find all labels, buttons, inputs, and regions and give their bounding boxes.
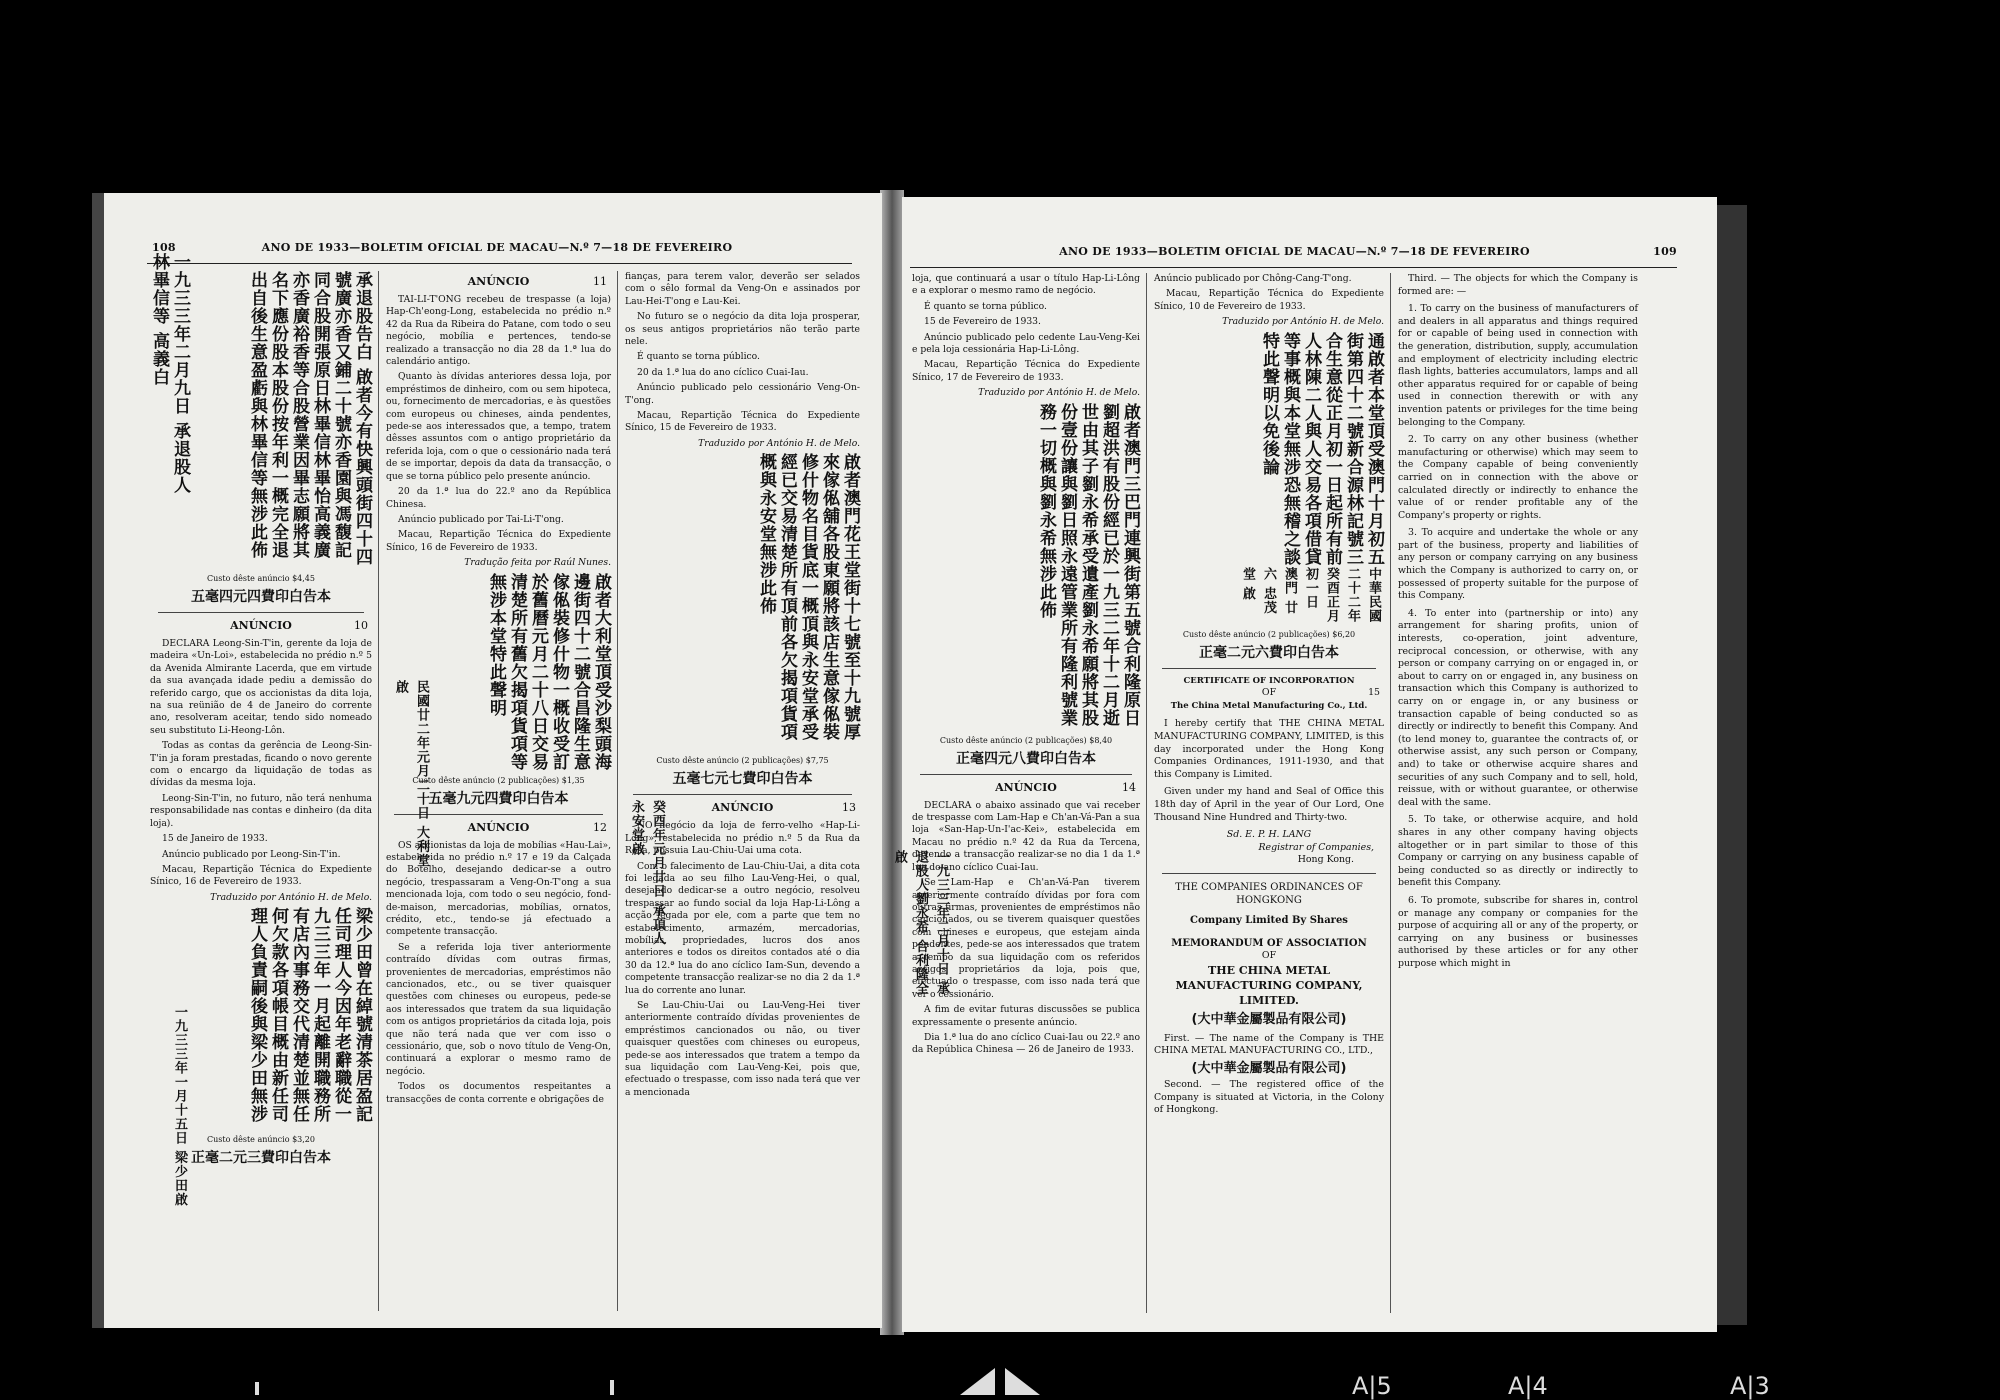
memorandum-of: OF xyxy=(1261,950,1277,962)
paragraph: Se Lam-Hap e Ch'an-Vá-Pan tiverem anteriormente contraído dívidas por fora com outras firmas, provenientes de empréstimos não cancionados, ou se tiverem quaisquer questões com chineses e europeus, que estejam ainda pendentes, pede-se aos interessados que tratem a tempo da sua liquidação com os referidos antigos proprietários da loja, pois que, efectuado o trespasse, com isso nada terá que ver o cessionário. xyxy=(912,877,1140,1000)
anuncio-title: ANÚNCIO xyxy=(467,820,530,834)
column-divider xyxy=(378,271,379,1311)
chinese-notice: 啟者澳門三巴門連興街第五號合利隆原日劉超洪有股份經已於一九三二年十二月逝世由其子劉永希承受遺產劉永希願將其股份壹份讓與劉日照永遠管業所有隆利號業務一切概與劉永希無涉此佈 xyxy=(1036,402,1140,727)
paragraph: A fim de evitar futuras discussões se publica expressamente o presente anúncio. xyxy=(912,1004,1140,1028)
film-strip-marks xyxy=(0,1340,2000,1395)
paragraph: Todas as contas da gerência de Leong-Sin-T'in ja foram prestadas, ficando o novo gerente com o encargo da liquidação de todas as dívidas da mesma loja. xyxy=(150,740,372,789)
chinese-signature-left-4: 癸酉年元月廿日 承頂人永安堂啟 xyxy=(629,800,665,946)
paragraph: 15 de Fevereiro de 1933. xyxy=(924,316,1041,328)
right-column-3 xyxy=(1398,273,1638,1318)
translator-line: Traduzido por António H. de Melo. xyxy=(210,891,372,903)
paragraph: No futuro se o negócio da dita loja prosperar, os seus antigos proprietários não terão parte nele. xyxy=(625,311,860,348)
chinese-signature-left-3: 民國廿二年元月二十日 大利堂啟 xyxy=(393,680,429,868)
chinese-notice: 通啟者本堂頂受澳門十月初五街第四十二號新合源林記號三合生意從正月初一日起所有前人林陳二人與人交易各項借貸等事概與本堂無涉恐無稽之談特此聲明以免後論 xyxy=(1259,331,1384,566)
second-clause: Second. — The registered office of the Company is situated at Victoria, in the Colony of Hongkong. xyxy=(1154,1079,1384,1116)
film-mark: A|5 xyxy=(1352,1372,1392,1400)
chinese-fee-line: 正毫二元六費印白告本 xyxy=(1199,644,1339,661)
chinese-signature-right-1: 一九三三年二月十日 承退股人劉永希 合利隆全啟 xyxy=(892,850,949,996)
notice-cost: Custo dêste anúncio $4,45 xyxy=(207,574,315,583)
translator-line: Tradução feita por Raúl Nunes. xyxy=(464,557,611,569)
paragraph: Se Lau-Chiu-Uai ou Lau-Veng-Hei tiver anteriormente contraído dívidas provenientes de empréstimos cancionados ou não, ou tiver quaisquer questões com chineses ou europeus, pede-se aos interessados que tratem a tempo da sua liquidação com Lau-Veng-Kei, pois que, efectuado o trespasse, com isso nada terá que ver a mencionada xyxy=(625,999,860,1098)
paragraph: Macau, Repartição Técnica do Expediente Sínico, 16 de Fevereiro de 1933. xyxy=(150,863,372,888)
first-clause: First. — The name of the Company is THE CHINA METAL MANUFACTURING CO., LTD., xyxy=(1154,1032,1384,1057)
chinese-notice-2: 梁少田曾在綽號清茶居盈記任司理人今因年老辭職從一九三三年一月起離開職務所有店內事務交代清楚並無任何欠款各項帳目概由新任司理人負責嗣後與梁少田無涉 xyxy=(247,907,372,1124)
paragraph: Macau, Repartição Técnica do Expediente Sínico, 16 de Fevereiro de 1933. xyxy=(386,529,611,553)
film-mark: A|3 xyxy=(1730,1372,1770,1400)
anuncio-title: ANÚNCIO xyxy=(995,780,1057,794)
paragraph: É quanto se torna público. xyxy=(924,300,1047,312)
right-column-1 xyxy=(892,273,1140,1318)
object-item: 2. To carry on any other business (whether manufacturing or otherwise) which may seem to the Company capable of being conveniently carried on in connection with the above or calculated directly or indirectly to enhance the value of or render profitable any of the Company's property or rights. xyxy=(1398,434,1638,521)
left-page-shadow xyxy=(92,193,104,1328)
translator-line: Traduzido por António H. de Melo. xyxy=(978,387,1140,399)
left-page xyxy=(92,193,882,1328)
certificate-number: 15 xyxy=(1368,687,1380,699)
paragraph: Quanto às dívidas anteriores dessa loja, por empréstimos de dinheiro, com ou sem hipoteca, ou, fornecimento de mercadorias, e às questões com europeus ou chineses, ainda pendentes, pede-se aos interessados que, a tempo, tratem dêsses assuntos com o antigo proprietário da referida loja, com o que o cessionário nada terá de se importar, depois da data da transacção, o que se torna público pelo presente anúncio. xyxy=(386,371,611,482)
ordinance-subtitle: Company Limited By Shares xyxy=(1190,915,1348,927)
ordinance-title: THE COMPANIES ORDINANCES OF HONGKONG xyxy=(1175,881,1363,906)
page-number: 109 xyxy=(1653,245,1677,258)
header-rule xyxy=(147,263,852,264)
header-rule xyxy=(910,267,1677,268)
object-item: 3. To acquire and undertake the whole or any part of the business, property and liabilities of any person or company carrying on any business which the Company is authorized to carry on, or possessed of property suitable for the purpose of this Company. xyxy=(1398,527,1638,602)
paragraph: Anúncio publicado pelo cessionário Veng-On-T'ong. xyxy=(625,382,860,406)
paragraph: É quanto se torna público. xyxy=(637,351,760,363)
separator xyxy=(633,794,852,795)
paragraph: 20 da 1.ª lua do 22.º ano da República Chinesa. xyxy=(386,486,611,510)
paragraph: Dia 1.ª lua do ano cíclico Cuai-Iau ou 22.º ano da República Chinesa — 26 de Janeiro de 1933. xyxy=(912,1031,1140,1056)
anuncio-heading xyxy=(912,781,1140,794)
paragraph: Anúncio publicado por Leong-Sin-T'in. xyxy=(162,848,341,860)
paragraph: Macau, Repartição Técnica do Expediente Sínico, 15 de Fevereiro de 1933. xyxy=(625,410,860,434)
paragraph: Se a referida loja tiver anteriormente contraído dívidas com outras firmas, provenientes de mercadorias, empréstimos não cancionados, etc., ou se tiver quaisquer questões com chineses ou europeus, pede-se aos interessados que tratem da sua liquidação com os antigos proprietários da citada loja, pois que não terá nada que ver com isso o cessionário, que, sob o novo título de Veng-On, continuará a explorar o mesmo ramo de negócio. xyxy=(386,941,611,1077)
running-header: ANO DE 1933—BOLETIM OFICIAL DE MACAU—N.º 7—18 DE FEVEREIRO xyxy=(1059,245,1530,258)
anuncio-heading xyxy=(150,619,372,632)
chinese-signature-left-1: 一九三三年二月九日 承退股人林畢信等 高義白 xyxy=(149,253,190,494)
object-item: 5. To take, or otherwise acquire, and hold shares in any other company having objects altogether or in part similar to those of this Company or carrying on any business capable of being conducted so as directly or indirectly to benefit this Company. xyxy=(1398,814,1638,889)
notice-cost: Custo dêste anúncio (2 publicações) $7,75 xyxy=(656,756,829,766)
anuncio-number: 10 xyxy=(354,619,368,632)
separator xyxy=(920,774,1132,775)
separator xyxy=(1162,668,1376,669)
object-item: 4. To enter into (partnership or into) any arrangement for sharing profits, union of interests, co-operation, joint adventure, reciprocal concession, or otherwise, with any person or company carrying on or engaged in, or about to carry on or engaged in, any business on transaction which this Company is authorized to carry on or engage in, or any business or transaction capable of being conducted so as directly or indirectly to benefit this Company. And (to lend money to, guarantee the contracts of, or otherwise assist, any such person or Company, and) to take or otherwise acquire shares and securities of any such Company and to sell, hold, reissue, with or without guarantee, or otherwise deal with the same. xyxy=(1398,607,1638,808)
anuncio-number: 11 xyxy=(593,275,607,288)
certificate-place: Hong Kong. xyxy=(1297,854,1354,866)
chinese-fee-line: 五毫七元七費印白告本 xyxy=(672,771,813,788)
separator xyxy=(158,612,364,613)
right-page xyxy=(892,197,1717,1332)
film-arrow-left xyxy=(960,1368,995,1395)
paragraph: 20 da 1.ª lua do ano cíclico Cuai-Iau. xyxy=(637,366,809,378)
paragraph: DECLARA o abaixo assinado que vai receber de trespasse com Lam-Hap e Ch'an-Vá-Pan a sua loja «San-Hap-Un-I'ac-Kei», estabelecida em Macau no prédio n.º 42 da Rua da Tercena, devendo a transacção realizar-se no dia 1 da 1.ª lua do ano cíclico Cuai-Iau. xyxy=(912,799,1140,873)
column-divider xyxy=(1146,273,1147,1313)
column-divider xyxy=(1390,273,1391,1313)
certificate-paragraph: Given under my hand and Seal of Office this 18th day of April in the year of Our Lord, One Thousand Nine Hundred and Thirty-two. xyxy=(1154,786,1384,823)
chinese-signature-left-2: 一九三三年一月十五日 梁少田啟 xyxy=(172,1005,187,1207)
paragraph: loja, que continuará a usar o título Hap-Li-Lông e a explorar o mesmo ramo de negócio. xyxy=(912,273,1140,297)
certificate-title: CERTIFICATE OF INCORPORATION xyxy=(1183,675,1355,686)
memorandum-company: THE CHINA METAL MANUFACTURING COMPANY, LIMITED. xyxy=(1175,963,1363,1007)
paragraph: Com o falecimento de Lau-Chiu-Uai, a dita cota foi legada ao seu filho Lau-Veng-Hei, o qual, desejando dedicar-se a outro negócio, resolveu trespassar ao fundo social da loja Hap-Li-Lông a acção legada por ele, com a parte que tem no estabelecimento, armazém, mercadorias, mobílias, propriedades, lucros dos anos anteriores e todos os direitos contados até o dia 30 da 12.ª lua do ano cíclico Iam-Sun, devendo a competente transacção realizar-se no dia 2 da 1.ª lua do corrente ano lunar. xyxy=(625,860,860,996)
object-item: 1. To carry on the business of manufacturers of and dealers in all apparatus and things required for or capable of being used in connection with the generation, distribution, supply, accumulation and employment of electricity including electric flash lights, batteries accumulators, lamps and all other apparatus required for or capable of being used in connection therewith or with any invention patents or privileges for the time being belonging to the Company. xyxy=(1398,303,1638,428)
certificate-of xyxy=(1154,687,1384,700)
page-edge-strip xyxy=(1717,205,1747,1325)
first-clause-chinese: (大中華金屬製品有限公司) xyxy=(1191,1060,1347,1076)
anuncio-number: 12 xyxy=(593,820,607,834)
right-column-2 xyxy=(1154,273,1384,1318)
certificate-block xyxy=(1154,675,1384,1117)
chinese-fee-line: 五毫四元四費印白告本 xyxy=(191,589,331,605)
anuncio-title: ANÚNCIO xyxy=(467,275,530,288)
paragraph: NO negócio da loja de ferro-velho «Hap-Li-Lông», estabelecida no prédio n.º 5 da Rua da Rosa, possuia Lau-Chiu-Uai uma cota. xyxy=(625,820,860,857)
object-item: 6. To promote, subscribe for shares in, control or manage any company or companies for the purpose of acquiring all or any of the property, or carrying on any business or businesses authorised by these articles or for any other purpose which might in xyxy=(1398,894,1638,969)
certificate-company: The China Metal Manufacturing Co., Ltd. xyxy=(1170,700,1368,711)
paragraph: Anúncio publicado por Chông-Cang-T'ong. xyxy=(1154,273,1352,284)
paragraph: DECLARA Leong-Sin-T'in, gerente da loja de madeira «Un-Loi», estabelecida no prédio n.º 5 da Avenida Almirante Lacerda, que em virtude da sua avançada idade pediu a demissão do referido cargo, que os accionistas da dita loja, na sua reünião de 4 de Janeiro do corrente ano, resolveram aceitar, tendo sido nomeado seu substituto Li-Heong-Lôn. xyxy=(150,638,372,736)
left-column-3 xyxy=(625,271,860,1316)
notice-cost: Custo dêste anúncio (2 publicações) $8,40 xyxy=(939,735,1113,745)
paragraph: Macau, Repartição Técnica do Expediente Sínico, 10 de Fevereiro de 1933. xyxy=(1154,288,1384,312)
film-tick xyxy=(610,1380,614,1395)
chinese-notice: 承退股告白 啟者今有快興頭街四十四號廣亦香又鋪二十號亦香園與馮馥記同合股開張原日林畢信林畢怡高義廣亦香廣裕香等合股營業因畢志願將其名下應份股本股份按年利一概完全退出自後生意盈虧與林畢信等無涉此佈 xyxy=(247,271,372,566)
translator-line: Traduzido por António H. de Melo. xyxy=(1222,316,1384,328)
memorandum-title: MEMORANDUM OF ASSOCIATION xyxy=(1171,937,1367,949)
anuncio-title: ANÚNCIO xyxy=(230,619,292,632)
paragraph: Todos os documentos respeitantes a transacções de conta corrente e obrigações de xyxy=(386,1081,611,1105)
certificate-registrar: Registrar of Companies, xyxy=(1258,841,1374,853)
left-page-header xyxy=(152,241,842,263)
notice-cost: Custo dêste anúncio (2 publicações) $1,35 xyxy=(412,775,585,785)
memorandum-chinese-name: (大中華金屬製品有限公司) xyxy=(1191,1011,1347,1027)
chinese-fee-line-2: 正毫二元三費印白告本 xyxy=(191,1150,331,1167)
notice-cost: Custo dêste anúncio (2 publicações) $6,20 xyxy=(1182,629,1356,639)
film-mark: A|4 xyxy=(1508,1372,1548,1400)
certificate-signature: Sd. E. P. H. LANG xyxy=(1226,829,1312,841)
anuncio-title: ANÚNCIO xyxy=(711,801,774,815)
certificate-paragraph: I hereby certify that THE CHINA METAL MANUFACTURING COMPANY, LIMITED, is this day incorporated under the Hong Kong Companies Ordinances, 1911-1930, and that this Company is Limited. xyxy=(1154,718,1384,780)
right-page-header xyxy=(912,245,1677,267)
certificate-of-text: OF xyxy=(1261,687,1277,699)
page-number: 108 xyxy=(152,241,176,254)
anuncio-number: 14 xyxy=(1122,780,1136,794)
paragraph: Anúncio publicado pelo cedente Lau-Veng-Kei e pela loja cessionária Hap-Li-Lông. xyxy=(912,331,1140,356)
paragraph: TAI-LI-T'ONG recebeu de trespasse (a loja) Hap-Ch'eong-Long, estabelecida no prédio n.º 42 da Rua da Ribeira do Patane, com todo o seu negócio, mobília e pertences, tendo-se realizado a transacção no dia 28 da 1.ª lua do calendário antigo. xyxy=(386,294,611,368)
notice-cost-2: Custo dêste anúncio $3,20 xyxy=(207,1135,315,1145)
book-spine xyxy=(880,190,904,1335)
running-header: ANO DE 1933—BOLETIM OFICIAL DE MACAU—N.º 7—18 DE FEVEREIRO xyxy=(261,241,733,254)
paragraph: 15 de Janeiro de 1933. xyxy=(162,833,268,845)
separator xyxy=(1162,873,1376,874)
paragraph: Anúncio publicado por Tai-Li-T'ong. xyxy=(398,513,564,525)
chinese-fee-line: 五毫九元四費印白告本 xyxy=(428,790,569,807)
translator-line: Traduzido por António H. de Melo. xyxy=(698,437,860,449)
paragraph: fianças, para terem valor, deverão ser selados com o sêlo formal da Veng-On e assinados por Lau-Hei-T'ong e Lau-Kei. xyxy=(625,271,860,307)
third-clause: Third. — The objects for which the Company is formed are: — xyxy=(1398,273,1638,297)
chinese-signature: 中華民國二十二年癸酉正月初一日 澳門 廿六 忠茂堂 啟 xyxy=(1240,566,1381,623)
paragraph: OS accionistas da loja de mobílias «Hau-Lai», estabelecida no prédio n.º 17 e 19 da Calçada do Botelho, desejando dedicar-se a outro negócio, trespassaram a Veng-On-T'ong a sua mencionada loja, com todo o seu negócio, fond-de-maison, mercadorias, mobílias, ornatos, crédito, etc., tendo-se já efectuado a competente transacção. xyxy=(386,839,611,938)
column-divider xyxy=(617,271,618,1311)
chinese-notice: 啟者大利堂頂受沙梨頭海邊街四十二號合昌隆生意傢俬裝修什物一概收受訂於舊曆元月二十八日交易清楚所有舊欠揭項貨項等無涉本堂特此聲明 xyxy=(486,572,611,771)
chinese-notice: 啟者澳門花王堂街十七號至十九號厚來傢俬舖各股東願將該店生意傢俬裝修什物名目貨底一概頂與永安堂承受經已交易清楚所有頂前各欠揭項貨項概與永安堂無涉此佈 xyxy=(756,453,860,742)
anuncio-heading xyxy=(386,275,611,288)
film-tick xyxy=(255,1382,259,1395)
paragraph: Macau, Repartição Técnica do Expediente Sínico, 17 de Fevereiro de 1933. xyxy=(912,359,1140,383)
chinese-fee-line: 正毫四元八費印白告本 xyxy=(956,750,1096,767)
anuncio-number: 13 xyxy=(842,801,856,815)
paragraph: Leong-Sin-T'in, no futuro, não terá nenhuma responsabilidade nas contas e dinheiro (da dita loja). xyxy=(150,792,372,829)
film-arrow-right xyxy=(1005,1368,1040,1395)
